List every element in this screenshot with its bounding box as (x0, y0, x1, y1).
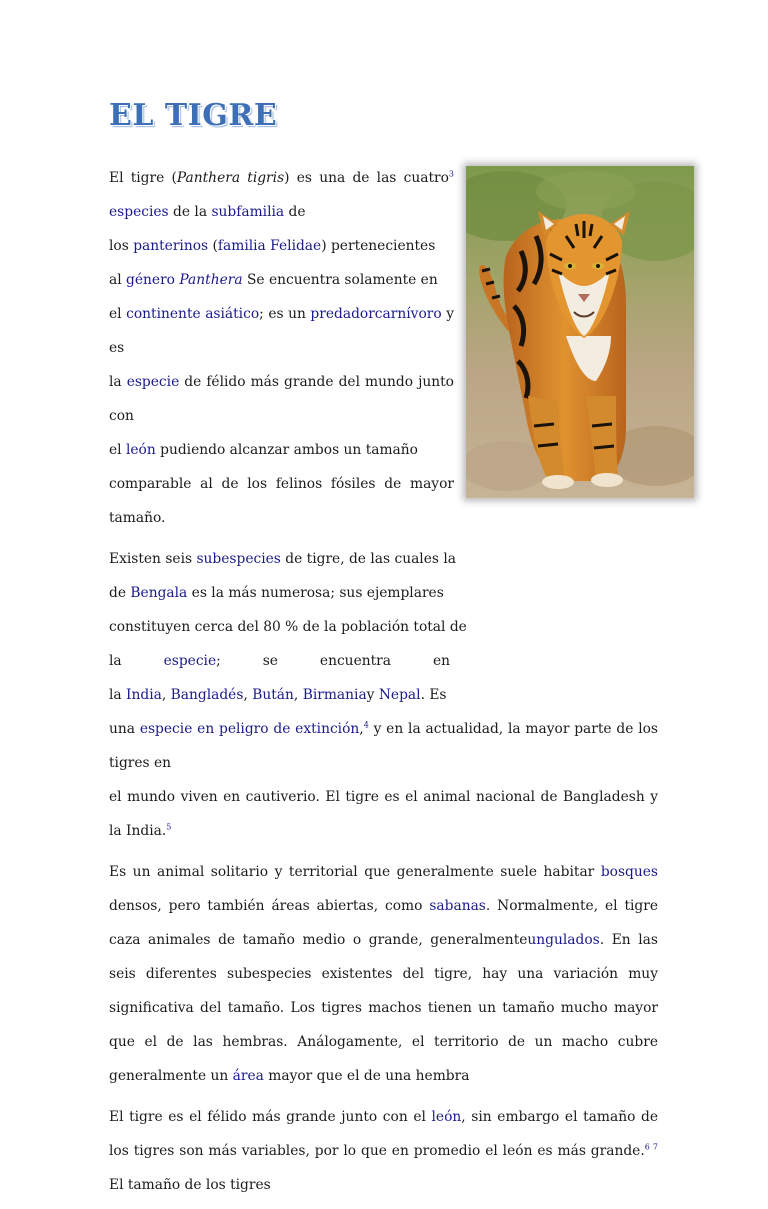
paragraph-4 (109, 1100, 658, 1202)
text-run: . En las seis diferentes subespecies existentes del tigre, hay una variación muy significativa del tamaño. Los tigres machos tienen un tamaño mucho mayor que el de las hembras. Análogamente, el territorio de un macho cubre generalmente un (109, 932, 658, 1084)
footnote-ref-3[interactable]: 3 (448, 169, 454, 179)
link-panthera[interactable]: Panthera (179, 272, 243, 288)
link-genero[interactable]: género (126, 272, 175, 288)
text-run: ) pertenecientes (321, 238, 436, 254)
link-especies[interactable]: especies (109, 204, 169, 220)
text-run: de félido más grande del mundo junto con (109, 374, 454, 424)
text-run: la (109, 374, 127, 390)
text-run: El tigre ( (109, 170, 177, 186)
link-especie[interactable]: especie (126, 374, 180, 390)
text-run: Existen seis (109, 551, 197, 567)
text-run: , (359, 721, 364, 737)
p1-line-2 (109, 238, 435, 254)
text-run: el mundo viven en cautiverio. El tigre es el animal nacional de Bangladesh y la India. (109, 789, 658, 839)
link-continente-asiatico[interactable]: continente asiático (126, 306, 260, 322)
link-panterinos[interactable]: panterinos (133, 238, 209, 254)
text-run: ) es una de las cuatro (284, 170, 449, 186)
text-run: se (262, 653, 278, 669)
text-run: la (109, 687, 127, 703)
link-leon-2[interactable]: león (431, 1109, 462, 1125)
footnote-ref-5[interactable]: 5 (166, 822, 172, 832)
link-butan[interactable]: Bután (252, 687, 294, 703)
link-subespecies[interactable]: subespecies (196, 551, 281, 567)
link-nepal[interactable]: Nepal (378, 687, 421, 703)
article-body (109, 161, 658, 1209)
p2-line-5 (109, 687, 447, 703)
link-predadorcarnivoro[interactable]: predadorcarnívoro (310, 306, 442, 322)
text-run: ( (208, 238, 218, 254)
link-india[interactable]: India (126, 687, 162, 703)
footnote-ref-4[interactable]: 4 (363, 720, 369, 730)
link-especie-2[interactable]: especie (163, 653, 217, 669)
text-run: de (284, 204, 306, 220)
text-run: Es un animal solitario y territorial que generalmente suele habitar (109, 864, 601, 880)
paragraph-2-cont (109, 678, 658, 848)
text-run: , (161, 687, 171, 703)
p1-line-7: comparable al de los felinos fósiles de mayor tamaño. (109, 476, 454, 526)
text-run: de tigre, de las cuales la (280, 551, 456, 567)
p1-line-6 (109, 442, 418, 458)
text-run: y en la actualidad, la mayor parte de los tigres en (109, 721, 658, 771)
text-run (164, 644, 221, 678)
p1-line-5 (109, 374, 454, 424)
link-bosques[interactable]: bosques (600, 864, 658, 880)
text-run: y es (109, 306, 454, 356)
p2-line-4 (109, 644, 450, 678)
p2-line-2 (109, 585, 444, 601)
text-run: el (109, 442, 126, 458)
footnote-ref-6[interactable]: 6 (644, 1142, 650, 1152)
text-run: encuentra (319, 653, 391, 669)
text-run: los (109, 238, 134, 254)
text-run: , (293, 687, 303, 703)
text-run: es la más numerosa; sus ejemplares (187, 585, 444, 601)
p1-line-4 (109, 306, 454, 356)
text-run: pudiendo alcanzar ambos un tamaño (155, 442, 418, 458)
text-run: , sin embargo el tamaño de los tigres son más variables, por lo que en promedio el león es más grande. (109, 1109, 658, 1159)
text-run: El tamaño de los tigres (109, 1177, 271, 1193)
text-run: densos, pero también áreas abiertas, como (109, 898, 430, 914)
paragraph-3 (109, 855, 658, 1093)
text-run: ; (216, 653, 221, 669)
footnote-ref-7[interactable]: 7 (652, 1142, 658, 1152)
link-area[interactable]: área (232, 1068, 264, 1084)
link-sabanas[interactable]: sabanas (429, 898, 486, 914)
link-ungulados[interactable]: ungulados (527, 932, 600, 948)
p2-line-1 (109, 551, 456, 567)
p2-line-7 (109, 789, 658, 839)
link-birmania[interactable]: Birmania (302, 687, 367, 703)
link-leon[interactable]: león (125, 442, 156, 458)
p2-line-3: constituyen cerca del 80 % de la población total de (109, 619, 467, 635)
text-run: El tigre es el félido más grande junto con el (109, 1109, 432, 1125)
text-run: en (432, 653, 450, 669)
text-run: . Es (420, 687, 447, 703)
text-run: de (109, 585, 131, 601)
text-run: una (109, 721, 140, 737)
link-familia-felidae[interactable]: familia Felidae (217, 238, 322, 254)
paragraph-2 (109, 542, 658, 644)
text-run: al (109, 272, 127, 288)
p2-line-6 (109, 721, 658, 771)
p1-line-1 (109, 170, 454, 220)
page-title: EL TIGRE (109, 98, 278, 133)
text-run: ; es un (259, 306, 311, 322)
text-run: . Normalmente, el tigre caza animales de tamaño medio o grande, generalmente (109, 898, 659, 948)
text-run: Se encuentra solamente en (242, 272, 438, 288)
text-run: el (109, 306, 127, 322)
p1-line-3 (109, 272, 438, 288)
link-bengala[interactable]: Bengala (130, 585, 188, 601)
text-run: de la (168, 204, 212, 220)
link-banglades[interactable]: Bangladés (170, 687, 244, 703)
tiger-photo-icon (466, 166, 694, 498)
text-run: y (366, 687, 379, 703)
text-run: mayor que el de una hembra (263, 1068, 470, 1084)
text-run: la (109, 653, 122, 669)
link-especie-en-peligro[interactable]: especie en peligro de extinción (139, 721, 360, 737)
link-subfamilia[interactable]: subfamilia (211, 204, 285, 220)
text-run: , (243, 687, 253, 703)
scientific-name: Panthera tigris (176, 170, 285, 186)
